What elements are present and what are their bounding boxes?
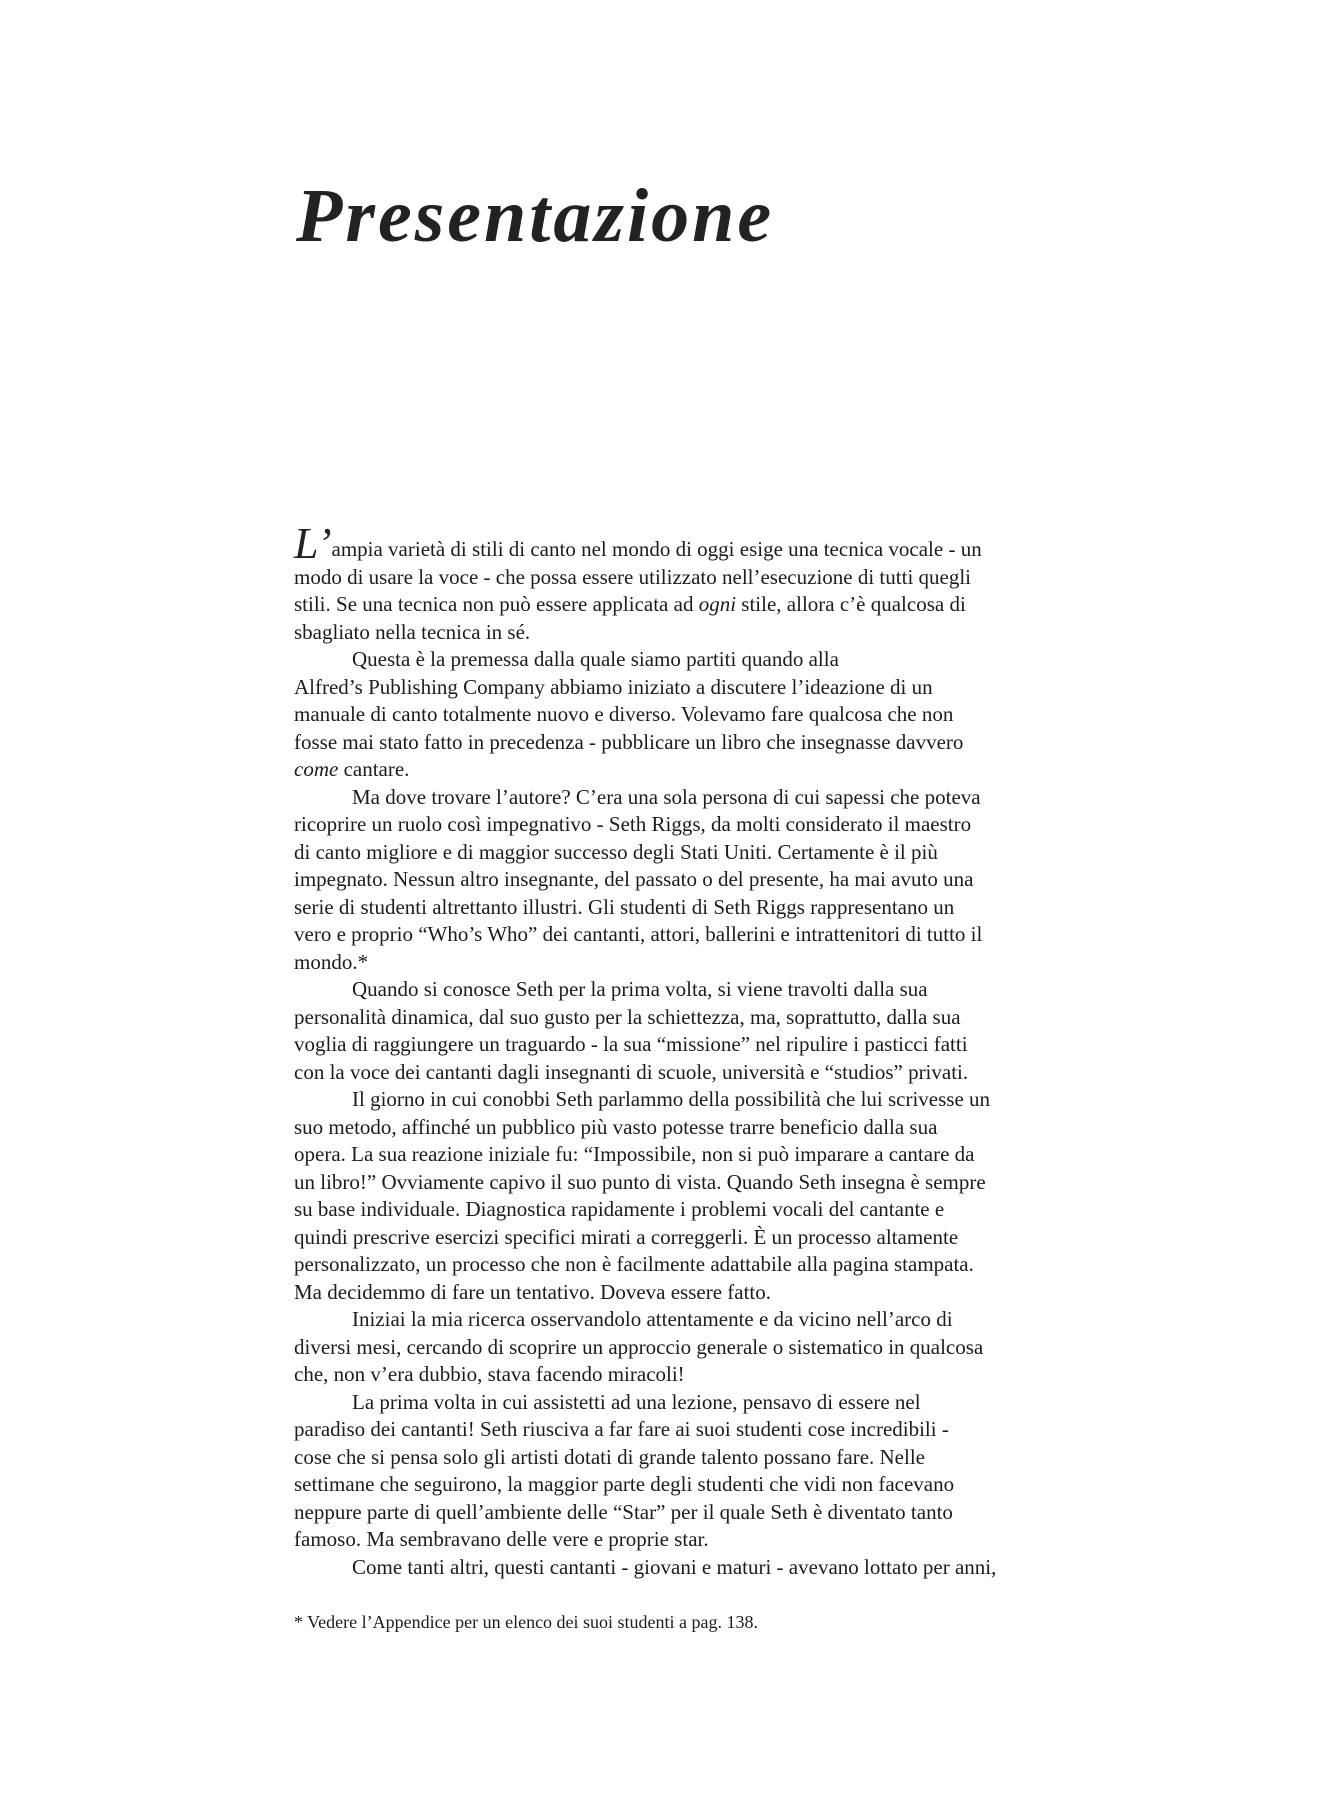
italic-word: come (294, 757, 339, 781)
paragraph-5: Il giorno in cui conobbi Seth parlammo della possibilità che lui scrivesse un suo metodo, affinché un pubblico più vasto potesse trarre beneficio dalla sua opera. La sua reazione iniziale fu: “Impossibile, non si può imparare a cantare da un libro!” Ovviamente capivo il suo punto di vista. Quando Seth insegna è sempre su base individuale. Diagnostica rapidamente i problemi vocali del cantante e quindi prescrive esercizi specifici mirati a correggerli. È un processo altamente personalizzato, un processo che non è facilmente adattabile alla pagina stampata. Ma decidemmo di fare un tentativo. Doveva essere fatto. (294, 1087, 991, 1304)
chapter-title: Presentazione (296, 174, 775, 258)
paragraph-1: L’ampia varietà di stili di canto nel mondo di oggi esige una tecnica vocale - un modo di usare la voce - che possa essere utilizzato nell’esecuzione di tutti quegli stili. Se una tecnica non può essere applicata ad ogni stile, allora c’è qualcosa di sbagliato nella tecnica in sé. (294, 519, 982, 644)
drop-cap: L’ (294, 519, 332, 568)
paragraph-3: Ma dove trovare l’autore? C’era una sola persona di cui sapessi che poteva ricoprire un ruolo così impegnativo - Seth Riggs, da molti considerato il maestro di canto migliore e di maggior successo degli Stati Uniti. Certamente è il più impegnato. Nessun altro insegnante, del passato o del presente, ha mai avuto una serie di studenti altrettanto illustri. Gli studenti di Seth Riggs rappresentano un vero e proprio “Who’s Who” dei cantanti, attori, ballerini e intrattenitori di tutto il mondo.* (294, 784, 983, 974)
footnote: * Vedere l’Appendice per un elenco dei suoi studenti a pag. 138. (294, 1612, 759, 1632)
paragraph-4: Quando si conosce Seth per la prima volta, si viene travolti dalla sua personalità dinamica, dal suo gusto per la schiettezza, ma, soprattutto, dalla sua voglia di raggiungere un traguardo - la sua “missione” nel ripulire i pasticci fatti con la voce dei cantanti dagli insegnanti di scuole, università e “studios” privati. (294, 977, 969, 1084)
paragraph-6: Iniziai la mia ricerca osservandolo attentamente e da vicino nell’arco di diversi mesi, cercando di scoprire un approccio generale o sistematico in qualcosa che, non v’era dubbio, stava facendo miracoli! (294, 1307, 984, 1386)
paragraph-2: Questa è la premessa dalla quale siamo partiti quando alla Alfred’s Publishing Company abbiamo iniziato a discutere l’ideazione di un manuale di canto totalmente nuovo e diverso. Volevamo fare qualcosa che non fosse mai stato fatto in precedenza - pubblicare un libro che insegnasse davvero come cantare. (294, 647, 964, 781)
italic-word: ogni (698, 592, 737, 616)
body-text (294, 519, 1060, 1581)
paragraph-7: La prima volta in cui assistetti ad una lezione, pensavo di essere nel paradiso dei cantanti! Seth riusciva a far fare ai suoi studenti cose incredibili - cose che si pensa solo gli artisti dotati di grande talento possano fare. Nelle settimane che seguirono, la maggior parte degli studenti che vidi non facevano neppure parte di quell’ambiente delle “Star” per il quale Seth è diventato tanto famoso. Ma sembravano delle vere e proprie star. (294, 1389, 955, 1551)
paragraph-8: Come tanti altri, questi cantanti - giovani e maturi - avevano lottato per anni, (352, 1554, 997, 1579)
